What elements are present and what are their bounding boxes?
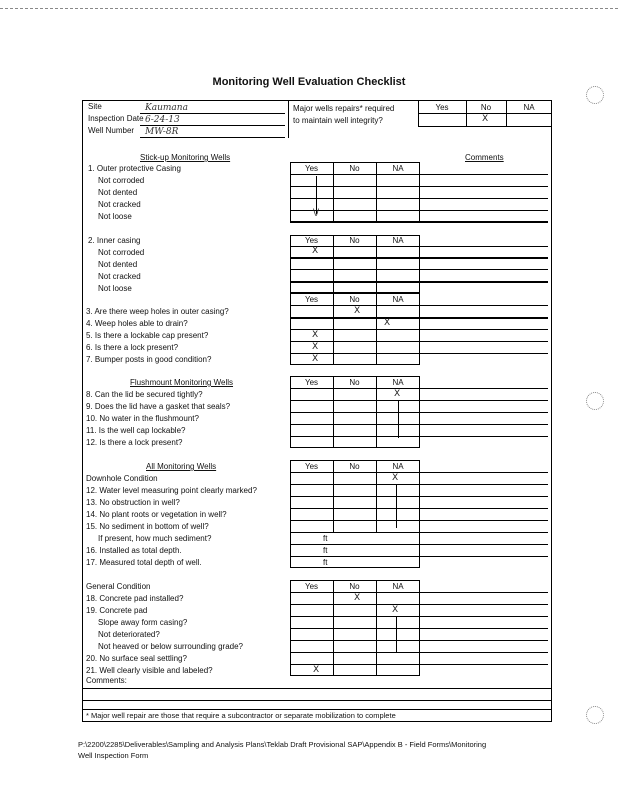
q18: 18. Concrete pad installed? [86,594,184,603]
scan-top-edge [0,8,618,9]
site-label: Site [88,102,102,111]
col-yes-header: Yes [304,582,319,591]
hole-punch-mark [586,706,604,724]
q15: 15. No sediment in bottom of well? [86,522,209,531]
q5-yes-mark: X [312,330,319,340]
comments-label: Comments: [86,676,127,685]
col-no-header: No [349,378,360,387]
q12b-na-mark: X [392,473,399,483]
comments-column-title: Comments [465,153,504,162]
q2-yes-mark: X [312,246,319,256]
col-no-header: No [349,295,360,304]
col-na-header: NA [392,462,404,471]
na-continuation-arrow [396,616,397,652]
q7-yes-mark: X [312,354,319,364]
repairs-no-mark: X [482,114,489,124]
q2-not-loose: Not loose [98,284,132,293]
flushmount-section-title: Flushmount Monitoring Wells [130,378,234,387]
q7: 7. Bumper posts in good condition? [86,355,212,364]
page-title: Monitoring Well Evaluation Checklist [212,76,406,88]
col-no-header: No [349,462,360,471]
col-yes-header: Yes [304,164,319,173]
q4-na-mark: X [384,318,391,328]
col-yes-header: Yes [304,378,319,387]
col-yes-header: Yes [304,462,319,471]
hole-punch-mark [586,392,604,410]
col-no-header: No [349,236,360,245]
col-no-header: No [349,164,360,173]
repairs-yes-header: Yes [435,103,449,112]
all-wells-grid [290,460,420,568]
inspection-date-value: 6-24-13 [145,115,180,125]
well-number-value: MW-8R [145,127,179,137]
q12: 12. Is there a lock present? [86,438,183,447]
q16: 16. Installed as total depth. [86,546,182,555]
q8-na-mark: X [394,389,401,399]
q14: 14. No plant roots or vegetation in well? [86,510,227,519]
q19: 19. Concrete pad [86,606,148,615]
q8: 8. Can the lid be secured tightly? [86,390,203,399]
q19-na-mark: X [392,605,399,615]
col-na-header: NA [392,378,404,387]
q13: 13. No obstruction in well? [86,498,180,507]
well-number-label: Well Number [88,126,135,135]
q21-yes-mark: X [313,665,320,675]
q1-not-dented: Not dented [98,188,138,197]
q1-not-loose: Not loose [98,212,132,221]
q4: 4. Weep holes able to drain? [86,319,188,328]
q2-not-cracked: Not cracked [98,272,141,281]
q17-ft-unit: ft [323,558,328,567]
repairs-question-line1: Major wells repairs* required [293,104,395,113]
downhole-condition-label: Downhole Condition [86,474,158,483]
q16-ft-unit: ft [323,546,328,555]
q21: 21. Well clearly visible and labeled? [86,666,213,675]
q19a: Slope away form casing? [98,618,188,627]
footnote: * Major well repair are those that require a subcontractor or separate mobilization to complete [86,711,396,720]
q12b: 12. Water level measuring point clearly marked? [86,486,257,495]
repairs-no-header: No [480,103,492,112]
col-no-header: No [349,582,360,591]
file-path-line1: P:\2200\2285\Deliverables\Sampling and Analysis Plans\Teklab Draft Provisional SAP\Appendix B - Field Forms\Monitoring [78,740,487,749]
q10: 10. No water in the flushmount? [86,414,199,423]
q18-no-mark: X [354,593,361,603]
stickup-section-title: Stick-up Monitoring Wells [140,153,231,162]
hole-punch-mark [586,86,604,104]
col-na-header: NA [392,236,404,245]
col-yes-header: Yes [304,236,319,245]
col-na-header: NA [392,164,404,173]
q2-not-corroded: Not corroded [98,248,145,257]
q9: 9. Does the lid have a gasket that seals? [86,402,231,411]
q1-outer-casing: 1. Outer protective Casing [88,164,181,173]
q15a-ft-unit: ft [323,534,328,543]
general-condition-label: General Condition [86,582,151,591]
yes-arrow-end: \/ [313,208,320,218]
q6-yes-mark: X [312,342,319,352]
q1-not-corroded: Not corroded [98,176,145,185]
q3-no-mark: X [354,306,361,316]
col-na-header: NA [392,582,404,591]
q19c: Not heaved or below surrounding grade? [98,642,243,651]
na-continuation-arrow [396,484,397,528]
inspection-date-label: Inspection Date [88,114,144,123]
q2-not-dented: Not dented [98,260,138,269]
site-value: Kaumana [145,103,188,113]
q1-not-cracked: Not cracked [98,200,141,209]
q3: 3. Are there weep holes in outer casing? [86,307,229,316]
all-wells-section-title: All Monitoring Wells [146,462,217,471]
repairs-na-header: NA [523,103,535,112]
repairs-question-line2: to maintain well integrity? [293,116,383,125]
q15a: If present, how much sediment? [98,534,212,543]
file-path-line2: Well Inspection Form [78,751,149,760]
q2-inner-casing: 2. Inner casing [88,236,141,245]
q19b: Not deteriorated? [98,630,160,639]
q20: 20. No surface seal settling? [86,654,187,663]
na-continuation-arrow [398,400,399,438]
q17: 17. Measured total depth of well. [86,558,202,567]
q6: 6. Is there a lock present? [86,343,179,352]
col-na-header: NA [392,295,404,304]
q5: 5. Is there a lockable cap present? [86,331,209,340]
q11: 11. Is the well cap lockable? [86,426,186,435]
col-yes-header: Yes [304,295,319,304]
